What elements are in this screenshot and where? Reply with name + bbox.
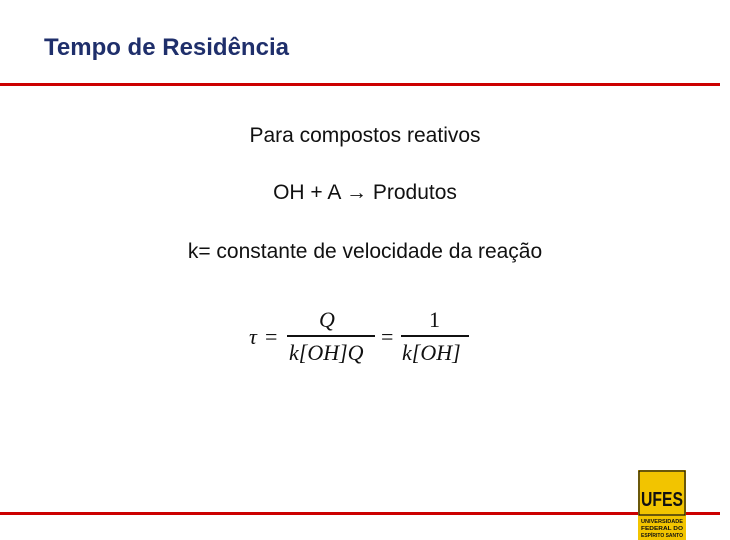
formula-equals-1: = [265,324,278,349]
text-line-reaction: OH + A → Produtos [273,181,457,204]
formula-frac1-bar [287,335,375,337]
formula-frac1-numerator: Q [319,307,335,332]
formula-equals-2: = [381,324,394,349]
formula-frac2-bar [401,335,469,337]
logo-wordmark: UFES [641,489,683,511]
logo-sub-line-2: FEDERAL DO [641,526,684,532]
ufes-logo [638,470,686,540]
formula-tau: τ [249,324,257,349]
logo-sub-line-1: UNIVERSIDADE [641,519,684,525]
residence-time-formula [245,302,480,374]
logo-sub-line-3: ESPÍRITO SANTO [641,533,688,539]
top-rule [0,83,720,86]
text-line-reactive: Para compostos reativos [249,124,481,147]
bottom-rule [0,512,720,515]
formula-frac2-numerator: 1 [429,307,440,332]
text-line-rate-constant: k= constante de velocidade da reação [187,240,543,263]
formula-frac2-denominator: k[OH] [402,340,461,365]
formula-frac1-denominator: k[OH]Q [289,340,364,365]
slide-title: Tempo de Residência [44,34,289,61]
